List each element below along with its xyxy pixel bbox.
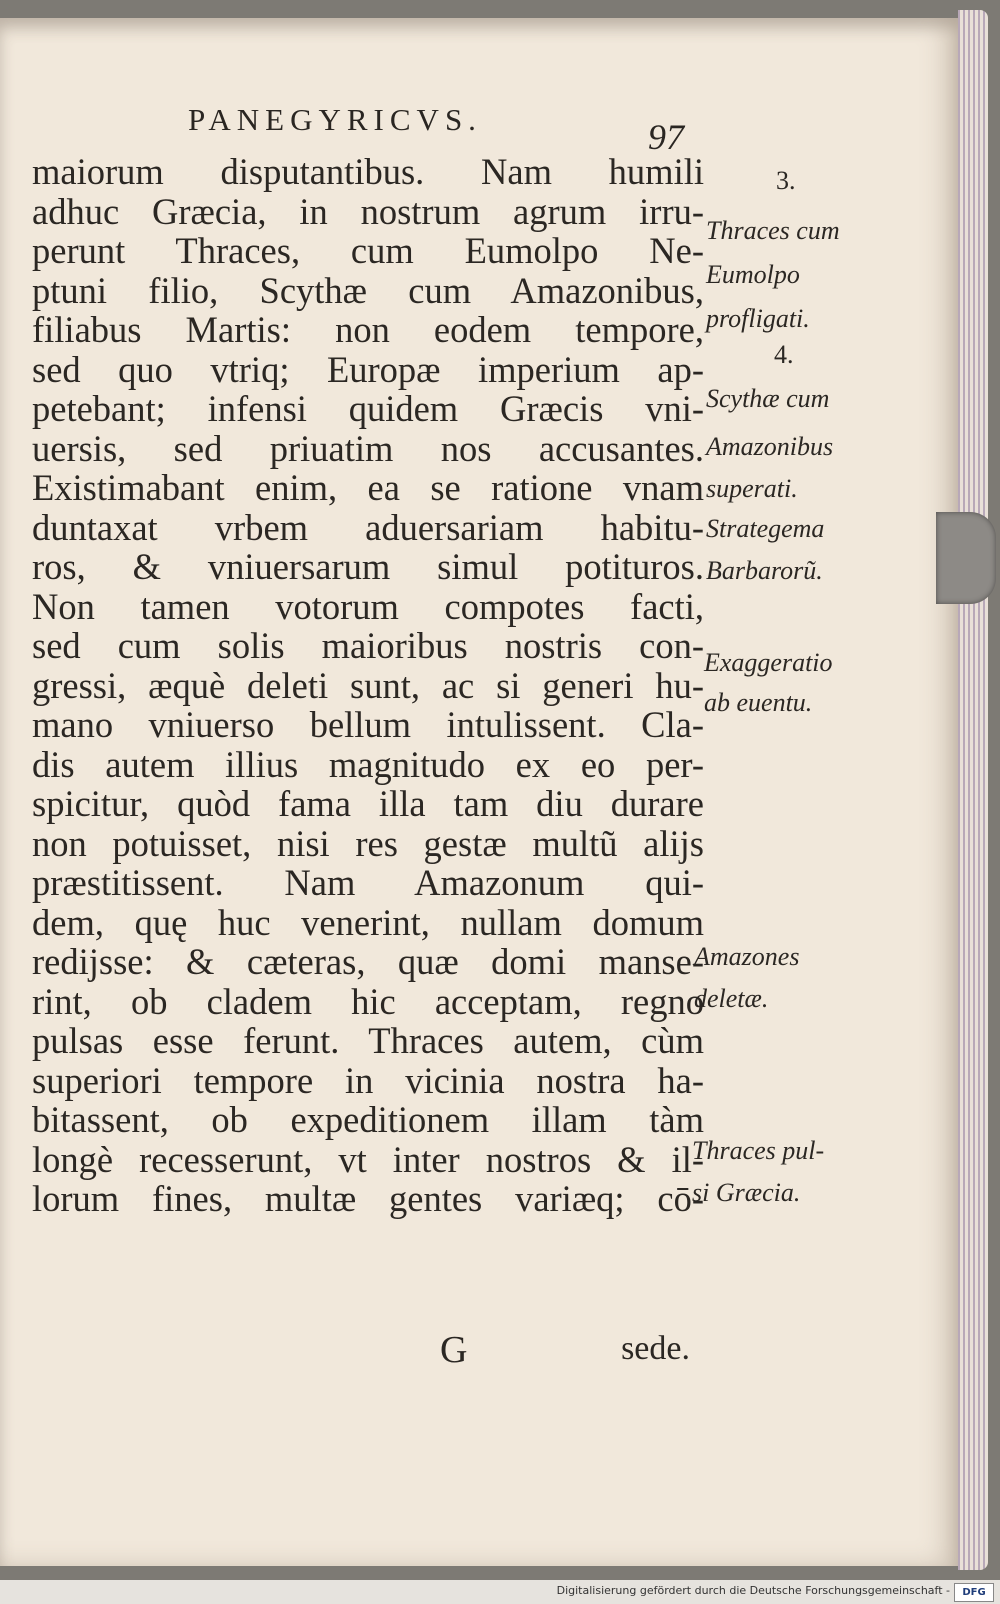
text-line: sed quo vtriq; Europæ imperium ap- (32, 348, 704, 390)
text-line: mano vniuerso bellum intulissent. Cla- (32, 704, 704, 745)
margin-note: Thraces cum (706, 216, 840, 245)
margin-note: Amazonibus (706, 432, 834, 461)
text-line: dem, quę huc venerint, nullam domum (32, 901, 704, 943)
text-line: rint, ob cladem hic acceptam, regno (32, 980, 704, 1022)
text-line: duntaxat vrbem aduersariam habitu- (32, 506, 704, 548)
text-line: lorum fines, multæ gentes variæq; cō- (32, 1178, 704, 1219)
margin-note: ab euentu. (704, 688, 813, 717)
body-text (32, 152, 704, 1219)
text-line: præstitissent. Nam Amazonum qui- (32, 862, 704, 903)
margin-note: Exaggeratio (704, 648, 833, 677)
margin-note: Scythæ cum (706, 384, 830, 413)
text-line: redijsse: & cæteras, quæ domi manse- (32, 941, 704, 982)
book-clamp (936, 512, 996, 604)
margin-note: Strategema (706, 514, 825, 543)
page-number: 97 (648, 117, 684, 157)
funding-credit: Digitalisierung gefördert durch die Deutsche Forschungsgemeinschaft - (556, 1584, 950, 1597)
text-line: uersis, sed priuatim nos accusantes. (32, 427, 704, 469)
margin-note: Eumolpo (706, 260, 800, 289)
dfg-logo: DFG (954, 1583, 994, 1602)
page-edges (958, 10, 988, 1570)
text-line: filiabus Martis: non eodem tempore, (32, 309, 704, 350)
book-page (0, 18, 958, 1566)
text-line: dis autem illius magnitudo ex eo per- (32, 743, 704, 785)
catchword-line (440, 1328, 690, 1370)
text-line: longè recesserunt, vt inter nostros & il- (32, 1138, 704, 1180)
text-line: spicitur, quòd fama illa tam diu durare (32, 783, 704, 824)
text-line: pulsas esse ferunt. Thraces autem, cùm (32, 1020, 704, 1061)
text-line: Existimabant enim, ea se ratione vnam (32, 467, 704, 508)
catchword: sede. (621, 1330, 690, 1367)
margin-number: 4. (774, 340, 794, 369)
margin-note: superati. (706, 474, 798, 503)
text-line: superiori tempore in vicinia nostra ha- (32, 1059, 704, 1101)
margin-note: Thraces pul- (692, 1136, 825, 1165)
margin-note: si Græcia. (692, 1178, 801, 1207)
text-line: perunt Thraces, cum Eumolpo Ne- (32, 230, 704, 271)
margin-number: 3. (776, 166, 796, 195)
text-line: adhuc Græcia, in nostrum agrum irru- (32, 190, 704, 232)
text-line: petebant; infensi quidem Græcis vni- (32, 388, 704, 429)
text-line: Non tamen votorum compotes facti, (32, 585, 704, 627)
text-line: bitassent, ob expeditionem illam tàm (32, 1099, 704, 1140)
signature-mark: G (440, 1329, 468, 1371)
text-line: ros, & vniuersarum simul potituros. (32, 546, 704, 587)
margin-note: Barbarorũ. (706, 556, 823, 585)
text-line: non potuisset, nisi res gestæ multũ alijs (32, 822, 704, 864)
margin-note: Amazones (694, 942, 800, 971)
text-line: gressi, æquè deleti sunt, ac si generi hu- (32, 664, 704, 706)
footer-bar (0, 1580, 1000, 1604)
margin-note: deletæ. (694, 984, 769, 1013)
margin-note: profligati. (706, 304, 810, 333)
text-line: sed cum solis maioribus nostris con- (32, 625, 704, 666)
running-head: PANEGYRICVS. (188, 102, 482, 137)
text-line: ptuni filio, Scythæ cum Amazonibus, (32, 269, 704, 311)
text-line: maiorum disputantibus. Nam humili (32, 151, 704, 192)
